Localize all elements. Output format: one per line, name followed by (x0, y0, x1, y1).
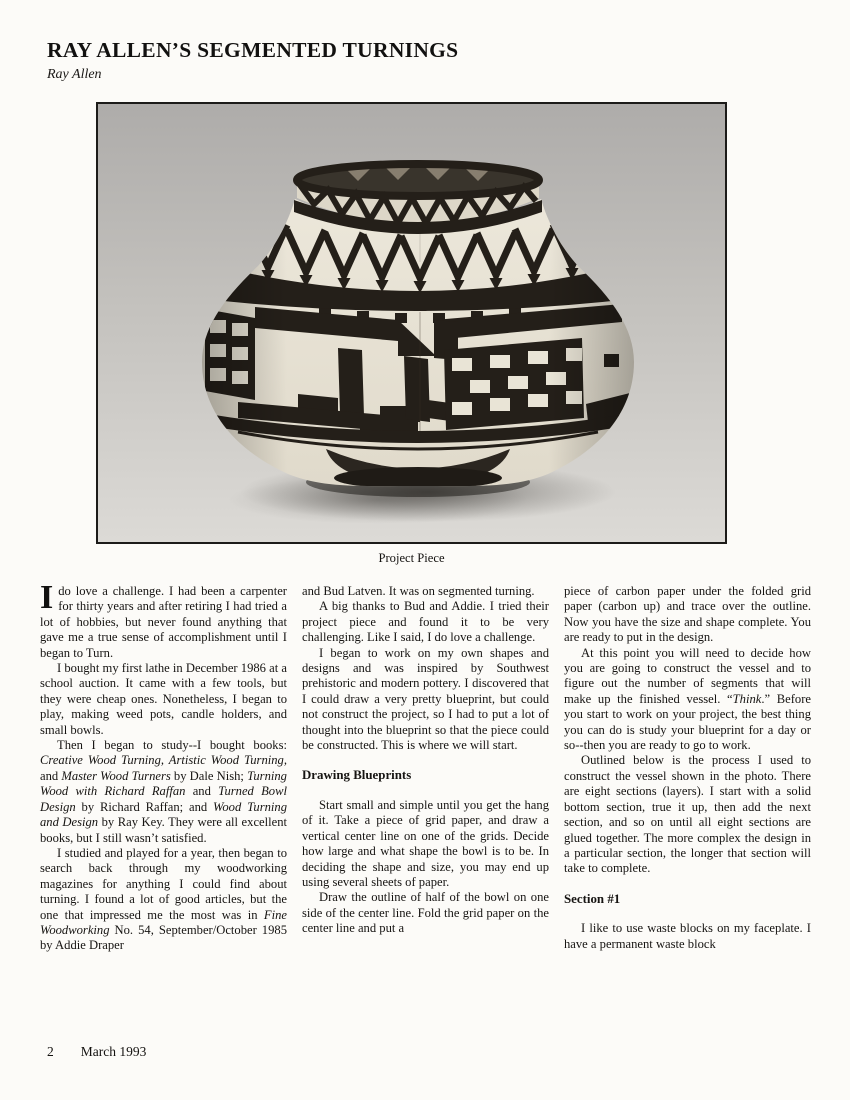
text-run: by Ray Key. They were all excellent books, but I still wasn’t satisfied. (40, 815, 288, 845)
body-paragraph (40, 846, 287, 954)
body-paragraph (302, 599, 549, 645)
text-run: do love a challenge. I had been a carpenter for thirty years and after retiring I had tried a lot of hobbies, but never found anything that gave me a true sense of accomplishment until I began to Turn. (40, 584, 287, 660)
text-run: .” Before you start to work on your project, the best thing you can do is study your blueprint for a day or so--then you are ready to go to work. (564, 691, 811, 753)
text-run: and Bud Latven. It was on segmented turning. (302, 584, 535, 598)
article-body (40, 579, 811, 954)
body-paragraph (564, 584, 811, 646)
body-paragraph (302, 890, 549, 936)
article-column-1 (40, 579, 288, 954)
body-paragraph (302, 798, 549, 890)
page-footer (47, 1044, 146, 1060)
project-piece-photo (98, 104, 725, 542)
text-run: At this point you will need to decide how you are going to construct the vessel and to figure out the number of segments that will make up the finished vessel. “ (564, 645, 811, 706)
text-run: piece of carbon paper under the folded grid paper (carbon up) and trace over the outline. Now you have the size and shape complete. You are ready to put in the design. (564, 584, 811, 645)
text-run: and (40, 768, 62, 783)
project-photo-frame (96, 102, 727, 544)
text-run: by Richard Raffan; and (75, 799, 214, 814)
vessel-foot (334, 467, 502, 489)
text-run: Fine Woodworking (40, 907, 287, 937)
text-run: Wood Turning and Design (40, 799, 288, 830)
article-column-3 (564, 584, 811, 954)
body-paragraph (40, 661, 287, 738)
section-heading (302, 768, 549, 783)
issue-date: March 1993 (80, 1044, 147, 1059)
text-run: I like to use waste blocks on my faceplate. I have a permanent waste block (564, 921, 811, 951)
drop-cap: I (40, 579, 54, 616)
body-paragraph (40, 579, 287, 661)
text-run: No. 54, September/October 1985 by Addie Draper (40, 922, 287, 953)
body-paragraph (564, 646, 811, 754)
photo-caption: Project Piece (378, 551, 445, 565)
body-paragraph (40, 738, 287, 846)
body-paragraph (302, 584, 549, 599)
article-title: RAY ALLEN’S SEGMENTED TURNINGS (47, 38, 459, 62)
text-run: Master Wood Turners (61, 768, 171, 783)
page-number: 2 (47, 1044, 54, 1059)
text-run: Drawing Blueprints (302, 768, 412, 783)
text-run: Turning Wood with Richard Raffan (40, 768, 287, 799)
text-run: by Dale Nish; (170, 768, 248, 783)
text-run: Then I began to study--I bought books: (57, 738, 287, 753)
article-byline: Ray Allen (47, 67, 102, 82)
text-run: Start small and simple until you get the hang of it. Take a piece of grid paper, and draw a vertical center line on one of the grids. Decide how large and what shape the bowl is to be. In deciding the shape and size, you may end up using several sheets of paper. (302, 797, 549, 889)
text-run: Draw the outline of half of the bowl on one side of the center line. Fold the grid paper on the center line and put a (302, 890, 549, 936)
body-paragraph (564, 921, 811, 952)
text-run: Turned Bowl Design (40, 784, 288, 814)
text-run: I bought my first lathe in December 1986 at a school auction. It came with a few tools, but they were cheap ones. Nonetheless, I began to play, making weed pots, candle holders, and small bowls. (40, 661, 287, 737)
text-run: I studied and played for a year, then began to search back through my woodworking magazines for anything I could find about turning. I found a lot of good articles, but the one that impressed me the most was in (40, 845, 287, 922)
article-column-2 (302, 584, 549, 954)
text-run: Think (732, 691, 762, 706)
body-paragraph (564, 753, 811, 876)
section-heading (564, 892, 811, 907)
text-run: Outlined below is the process I used to construct the vessel shown in the photo. There are eight sections (layers). I start with a solid bottom section, true it up, then add the next section, and so on until all eight sections are glued together. The more complex the design in a particular section, the longer that section will take to complete. (564, 753, 811, 876)
text-run: A big thanks to Bud and Addie. I tried their project piece and found it to be very challenging. Like I said, I do love a challenge. (302, 599, 549, 645)
text-run: Section #1 (564, 891, 621, 906)
text-run: I began to work on my own shapes and designs and was inspired by Southwest prehistoric and modern pottery. I discovered that I could draw a very pretty blueprint, but could not construct the project, so I had to put a lot of thought into the blueprint so that the piece could be constructed. This is where we will start. (302, 645, 549, 753)
text-run: Creative Wood Turning, Artistic Wood Turning, (40, 753, 287, 768)
text-run: and (185, 784, 219, 799)
body-paragraph (302, 646, 549, 754)
